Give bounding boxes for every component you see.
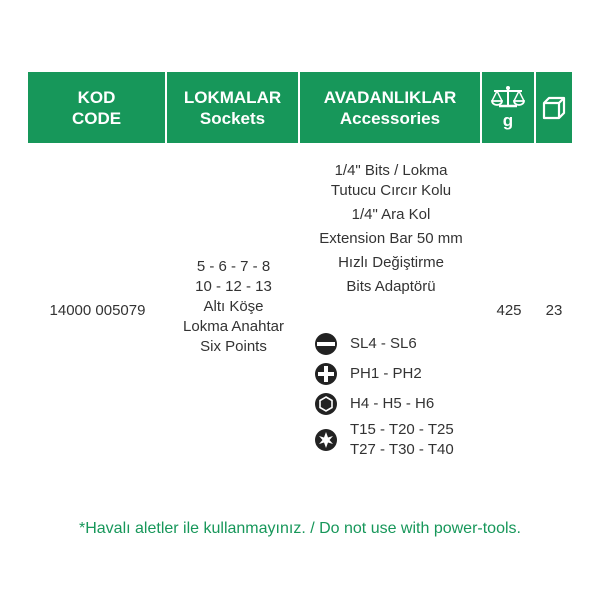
slotted-icon xyxy=(314,332,338,356)
weight-value: 425 xyxy=(496,302,522,319)
table-header xyxy=(28,72,572,143)
sockets-cell xyxy=(167,257,300,357)
bit-phillips-sizes: PH1 - PH2 xyxy=(350,365,422,382)
scale-icon xyxy=(491,85,525,109)
accessory-ratchet-2: Tutucu Cırcır Kolu xyxy=(330,182,452,199)
header-accessories-en: Accessories xyxy=(339,108,441,128)
header-code xyxy=(28,72,167,143)
phillips-icon xyxy=(314,362,338,386)
list-item xyxy=(314,359,484,389)
torx-icon xyxy=(314,428,338,452)
accessories-cell xyxy=(300,161,482,297)
accessory-extension-en: Extension Bar 50 mm xyxy=(319,230,463,247)
bit-torx-sizes xyxy=(350,420,454,460)
accessory-ratchet-1: 1/4" Bits / Lokma xyxy=(334,162,448,179)
header-code-en: CODE xyxy=(71,108,122,128)
hex-icon xyxy=(314,392,338,416)
list-item xyxy=(314,329,484,359)
bit-torx-sizes-1: T15 - T20 - T25 xyxy=(350,421,454,438)
footnote-warning: *Havalı aletler ile kullanmayınız. / Do not use with power-tools. xyxy=(79,520,521,537)
box-icon xyxy=(542,96,566,120)
header-weight xyxy=(482,72,536,143)
piece-count: 23 xyxy=(545,302,563,319)
header-code-tr: KOD xyxy=(77,87,116,107)
bit-torx-sizes-2: T27 - T30 - T40 xyxy=(350,441,454,458)
list-item xyxy=(314,389,484,419)
header-accessories-tr: AVADANLIKLAR xyxy=(323,87,457,107)
sockets-type-tr-2: Lokma Anahtar xyxy=(183,318,284,335)
sockets-type-tr-1: Altı Köşe xyxy=(203,298,264,315)
accessory-adaptor-2: Bits Adaptörü xyxy=(346,278,436,295)
accessory-adaptor-1: Hızlı Değiştirme xyxy=(338,254,444,271)
accessory-extension-tr: 1/4" Ara Kol xyxy=(351,206,431,223)
sockets-sizes-1: 5 - 6 - 7 - 8 xyxy=(196,258,271,275)
header-count xyxy=(536,72,572,143)
bit-hex-sizes: H4 - H5 - H6 xyxy=(350,395,435,412)
bit-slotted-sizes: SL4 - SL6 xyxy=(350,335,417,352)
list-item xyxy=(314,419,484,461)
header-accessories xyxy=(300,72,482,143)
product-code: 14000 005079 xyxy=(49,302,146,319)
header-sockets-tr: LOKMALAR xyxy=(183,87,282,107)
header-sockets xyxy=(167,72,300,143)
weight-unit: g xyxy=(502,110,514,130)
table-row xyxy=(28,143,572,473)
header-sockets-en: Sockets xyxy=(199,108,266,128)
sockets-type-en: Six Points xyxy=(200,338,267,355)
product-table xyxy=(28,72,572,473)
bits-list xyxy=(314,329,484,461)
sockets-sizes-2: 10 - 12 - 13 xyxy=(195,278,272,295)
